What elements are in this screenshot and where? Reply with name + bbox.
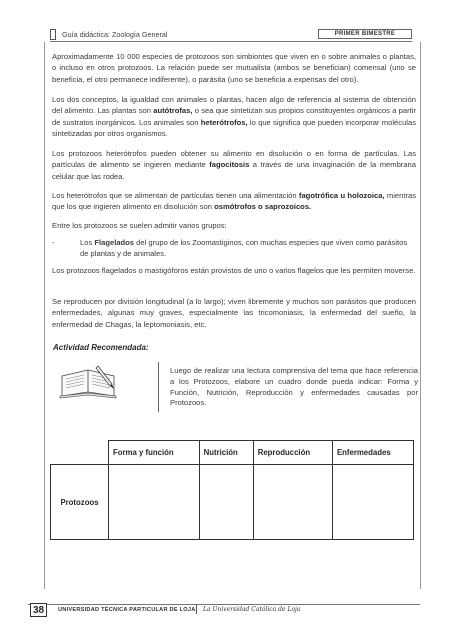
paragraph-mastigoforos — [52, 265, 416, 276]
page-number: 38 — [30, 603, 47, 617]
table-corner-cell — [51, 441, 109, 465]
table-row — [51, 465, 414, 540]
header-marker — [50, 29, 56, 40]
guide-title: Guía didáctica: Zoología General — [62, 30, 168, 39]
paragraph-alimentacion — [52, 190, 416, 213]
column-header: Nutrición — [199, 441, 253, 465]
paragraph-text: Los protozoos flagelados o mastigóforos están provistos de uno o varios flagelos que les permiten moverse. — [52, 266, 416, 275]
right-margin-rule — [420, 42, 421, 589]
paragraph-text: lo que significa que pueden incorporar moléculas sintetizadas por otros organismos. — [52, 117, 416, 138]
paragraph-text: Aproximadamente 10 000 especies de protozoos son simbiontes que viven en o sobre animales o plantas, o incluso en otros protozoos. La relación puede ser mutualista (ambos se benefician) comensal (uno se beneficia, el otro permanece indiferente), o parásita (uno se beneficia a expensas del otro). — [52, 52, 416, 84]
term-heterotrofos: heterótrofos, — [200, 117, 248, 127]
left-margin-rule — [44, 42, 45, 589]
paragraph-reproduccion — [52, 296, 416, 330]
book-pencil-icon — [58, 362, 118, 400]
paragraph-text: a través de una invaginación de la membrana celular que las rodea. — [52, 160, 416, 181]
paragraph-text: del grupo de los Zoomastiginos, con muchas especies que viven como parásitos de plantas y de animales. — [80, 238, 408, 259]
footer-divider — [28, 604, 420, 605]
bullet-dash: - — [52, 238, 55, 247]
table-cell[interactable] — [199, 465, 253, 540]
paragraph-text: Los — [80, 238, 95, 247]
footer-separator — [196, 604, 197, 614]
column-header: Forma y función — [109, 441, 200, 465]
column-header: Reproducción — [253, 441, 332, 465]
paragraph-text: Los heterótrofos que se alimentan de partículas tienen una alimentación — [52, 191, 299, 200]
paragraph-text: Los dos conceptos, la igualdad con animales o plantas, hacen algo de referencia al sistema de obtención del alimento. Las plantas son — [52, 95, 416, 116]
table-cell[interactable] — [253, 465, 332, 540]
paragraph-text: Los protozoos heterótrofos pueden obtener su alimento en disolución o en forma de partículas. Las partículas de alimento se ingieren mediante — [52, 149, 416, 170]
paragraph-fagocitosis — [52, 148, 416, 182]
column-header: Enfermedades — [332, 441, 413, 465]
protozoa-table — [50, 440, 414, 540]
bimester-tag: PRIMER BIMESTRE — [318, 29, 412, 39]
page-header — [50, 29, 412, 41]
university-motto: La Universidad Católica de Loja — [203, 606, 301, 613]
paragraph-simbiontes — [52, 51, 416, 85]
term-autotrofas: autótrofas, — [153, 106, 193, 116]
activity-divider — [158, 362, 159, 412]
term-flagelados: Flagelados — [94, 238, 135, 247]
header-divider — [50, 41, 412, 42]
table-cell[interactable] — [109, 465, 200, 540]
term-osmotrofos: osmótrofos o saprozoicos. — [214, 202, 312, 212]
university-name: UNIVERSIDAD TÉCNICA PARTICULAR DE LOJA — [58, 607, 196, 613]
row-header-protozoos: Protozoos — [51, 465, 109, 540]
activity-instructions: Luego de realizar una lectura comprensiva del tema que hace referencia a los Protozoos, elabore un cuadro donde pueda indicar: Forma y Función, Nutrición, Reproducción y enfermedades causadas por Protozoos. — [170, 366, 418, 408]
paragraph-grupos — [52, 220, 416, 231]
bullet-flagelados — [80, 237, 416, 260]
paragraph-nutricion — [52, 94, 416, 139]
paragraph-text: mientras que los que ingieren alimento en disolución son — [52, 191, 416, 212]
table-cell[interactable] — [332, 465, 413, 540]
term-fagocitosis: fagocitosis — [209, 160, 250, 170]
activity-title: Actividad Recomendada: — [53, 343, 149, 352]
term-fagotrofica: fagotrófica u holozoica, — [298, 191, 385, 200]
table-header-row — [51, 441, 414, 465]
paragraph-text: Entre los protozoos se suelen admitir varios grupos: — [52, 221, 227, 230]
paragraph-text: Se reproducen por división longitudinal (a lo largo); viven libremente y muchos son parásitos que producen enfermedades, algunas muy graves, especialmente las tricomoniasis, la enfermedad del sueño, la enfermedad de Chagas, la leptomoniasis, etc. — [52, 297, 416, 329]
paragraph-text: o sea que sintetizan sus propios constituyentes orgánicos a partir de sustratos inorgánicos. Los animales son — [52, 106, 416, 127]
